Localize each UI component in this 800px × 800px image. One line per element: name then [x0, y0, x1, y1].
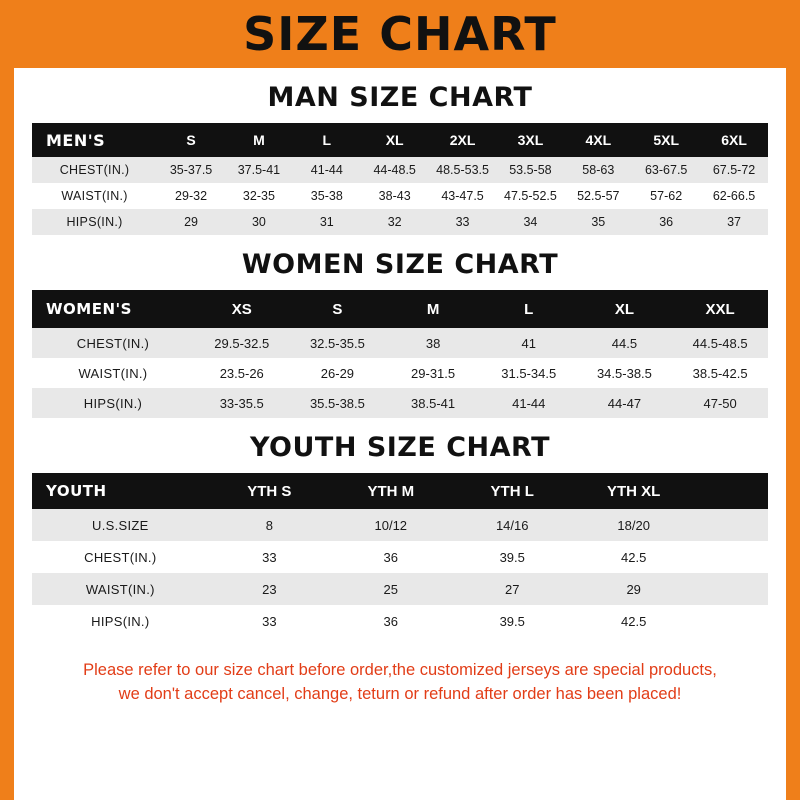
- women-cell-1-1: 26-29: [290, 358, 386, 388]
- youth-cell-1-1: 36: [330, 541, 451, 573]
- women-col-0: XS: [194, 290, 290, 328]
- men-col-6: 4XL: [564, 123, 632, 157]
- youth-cell-1-0: 33: [209, 541, 330, 573]
- footer-note-line-2: we don't accept cancel, change, teturn or refund after order has been placed!: [118, 684, 682, 703]
- men-cell-1-8: 62-66.5: [700, 183, 768, 209]
- women-cell-1-2: 29-31.5: [385, 358, 481, 388]
- youth-table-body: [32, 509, 768, 637]
- youth-col-spacer: [694, 473, 768, 509]
- men-cell-0-5: 53.5-58: [496, 157, 564, 183]
- table-header-row: [32, 123, 768, 157]
- men-row-0-label: CHEST(IN.): [32, 157, 157, 183]
- men-cell-0-8: 67.5-72: [700, 157, 768, 183]
- table-row: [32, 183, 768, 209]
- women-cell-2-2: 38.5-41: [385, 388, 481, 418]
- women-col-1: S: [290, 290, 386, 328]
- youth-cell-0-3: 18/20: [573, 509, 694, 541]
- youth-row-0-label: U.S.SIZE: [32, 509, 209, 541]
- men-cell-0-7: 63-67.5: [632, 157, 700, 183]
- youth-cell-0-0: 8: [209, 509, 330, 541]
- men-row-2-label: HIPS(IN.): [32, 209, 157, 235]
- women-cell-2-1: 35.5-38.5: [290, 388, 386, 418]
- men-row-1-label: WAIST(IN.): [32, 183, 157, 209]
- page-title: SIZE CHART: [243, 7, 557, 61]
- youth-cell-2-2: 27: [452, 573, 573, 605]
- men-cell-1-5: 47.5-52.5: [496, 183, 564, 209]
- table-row: [32, 573, 768, 605]
- women-section-title: WOMEN SIZE CHART: [241, 249, 559, 280]
- youth-cell-3-1: 36: [330, 605, 451, 637]
- men-col-2: L: [293, 123, 361, 157]
- men-cell-2-4: 33: [429, 209, 497, 235]
- men-table-head: [32, 123, 768, 157]
- header-band: [0, 0, 800, 68]
- men-col-8: 6XL: [700, 123, 768, 157]
- men-cell-0-2: 41-44: [293, 157, 361, 183]
- youth-cell-2-spacer: [694, 573, 768, 605]
- women-table-head: [32, 290, 768, 328]
- men-col-5: 3XL: [496, 123, 564, 157]
- men-section-title: MAN SIZE CHART: [267, 82, 533, 113]
- youth-section-title: YOUTH SIZE CHART: [249, 432, 551, 463]
- women-cell-2-4: 44-47: [577, 388, 673, 418]
- table-row: [32, 328, 768, 358]
- men-cell-1-2: 35-38: [293, 183, 361, 209]
- men-cell-2-5: 34: [496, 209, 564, 235]
- women-row-0-label: CHEST(IN.): [32, 328, 194, 358]
- men-cell-2-6: 35: [564, 209, 632, 235]
- youth-col-1: YTH M: [330, 473, 451, 509]
- men-cell-2-7: 36: [632, 209, 700, 235]
- men-cell-2-1: 30: [225, 209, 293, 235]
- youth-col-0: YTH S: [209, 473, 330, 509]
- youth-cell-2-0: 23: [209, 573, 330, 605]
- youth-cell-1-2: 39.5: [452, 541, 573, 573]
- youth-row-3-label: HIPS(IN.): [32, 605, 209, 637]
- youth-row-2-label: WAIST(IN.): [32, 573, 209, 605]
- youth-row-1-label: CHEST(IN.): [32, 541, 209, 573]
- men-cell-1-4: 43-47.5: [429, 183, 497, 209]
- youth-cell-3-3: 42.5: [573, 605, 694, 637]
- men-size-table: [32, 123, 768, 235]
- youth-table-head: [32, 473, 768, 509]
- youth-cell-1-spacer: [694, 541, 768, 573]
- content: [14, 82, 786, 707]
- youth-cell-3-spacer: [694, 605, 768, 637]
- women-corner-label: WOMEN'S: [32, 290, 194, 328]
- men-col-0: S: [157, 123, 225, 157]
- youth-col-3: YTH XL: [573, 473, 694, 509]
- table-row: [32, 388, 768, 418]
- women-cell-0-1: 32.5-35.5: [290, 328, 386, 358]
- men-cell-0-3: 44-48.5: [361, 157, 429, 183]
- youth-cell-1-3: 42.5: [573, 541, 694, 573]
- women-col-5: XXL: [672, 290, 768, 328]
- youth-cell-0-1: 10/12: [330, 509, 451, 541]
- men-cell-2-2: 31: [293, 209, 361, 235]
- youth-cell-2-3: 29: [573, 573, 694, 605]
- women-table-body: [32, 328, 768, 418]
- women-col-3: L: [481, 290, 577, 328]
- table-row: [32, 157, 768, 183]
- youth-cell-0-spacer: [694, 509, 768, 541]
- women-col-2: M: [385, 290, 481, 328]
- youth-corner-label: YOUTH: [32, 473, 209, 509]
- table-row: [32, 605, 768, 637]
- men-table-body: [32, 157, 768, 235]
- women-row-1-label: WAIST(IN.): [32, 358, 194, 388]
- women-cell-0-5: 44.5-48.5: [672, 328, 768, 358]
- men-cell-1-0: 29-32: [157, 183, 225, 209]
- women-cell-0-2: 38: [385, 328, 481, 358]
- table-row: [32, 358, 768, 388]
- footer-note: [32, 653, 768, 707]
- women-cell-2-3: 41-44: [481, 388, 577, 418]
- youth-size-table: [32, 473, 768, 637]
- women-cell-0-4: 44.5: [577, 328, 673, 358]
- men-cell-2-3: 32: [361, 209, 429, 235]
- men-cell-1-7: 57-62: [632, 183, 700, 209]
- men-cell-0-4: 48.5-53.5: [429, 157, 497, 183]
- men-cell-0-6: 58-63: [564, 157, 632, 183]
- table-header-row: [32, 473, 768, 509]
- footer-note-line-1: Please refer to our size chart before order,the customized jerseys are special products,: [83, 661, 717, 679]
- youth-cell-3-2: 39.5: [452, 605, 573, 637]
- women-size-table: [32, 290, 768, 418]
- men-cell-1-1: 32-35: [225, 183, 293, 209]
- youth-col-2: YTH L: [452, 473, 573, 509]
- table-row: [32, 509, 768, 541]
- men-cell-2-8: 37: [700, 209, 768, 235]
- table-row: [32, 541, 768, 573]
- women-cell-2-0: 33-35.5: [194, 388, 290, 418]
- men-corner-label: MEN'S: [32, 123, 157, 157]
- men-col-7: 5XL: [632, 123, 700, 157]
- men-cell-0-0: 35-37.5: [157, 157, 225, 183]
- men-col-3: XL: [361, 123, 429, 157]
- women-cell-0-0: 29.5-32.5: [194, 328, 290, 358]
- youth-cell-0-2: 14/16: [452, 509, 573, 541]
- women-cell-2-5: 47-50: [672, 388, 768, 418]
- men-cell-0-1: 37.5-41: [225, 157, 293, 183]
- women-row-2-label: HIPS(IN.): [32, 388, 194, 418]
- table-row: [32, 209, 768, 235]
- men-col-1: M: [225, 123, 293, 157]
- men-cell-2-0: 29: [157, 209, 225, 235]
- men-cell-1-6: 52.5-57: [564, 183, 632, 209]
- youth-cell-2-1: 25: [330, 573, 451, 605]
- women-cell-0-3: 41: [481, 328, 577, 358]
- women-col-4: XL: [577, 290, 673, 328]
- women-cell-1-4: 34.5-38.5: [577, 358, 673, 388]
- table-header-row: [32, 290, 768, 328]
- women-cell-1-5: 38.5-42.5: [672, 358, 768, 388]
- women-cell-1-0: 23.5-26: [194, 358, 290, 388]
- women-cell-1-3: 31.5-34.5: [481, 358, 577, 388]
- youth-cell-3-0: 33: [209, 605, 330, 637]
- men-cell-1-3: 38-43: [361, 183, 429, 209]
- men-col-4: 2XL: [429, 123, 497, 157]
